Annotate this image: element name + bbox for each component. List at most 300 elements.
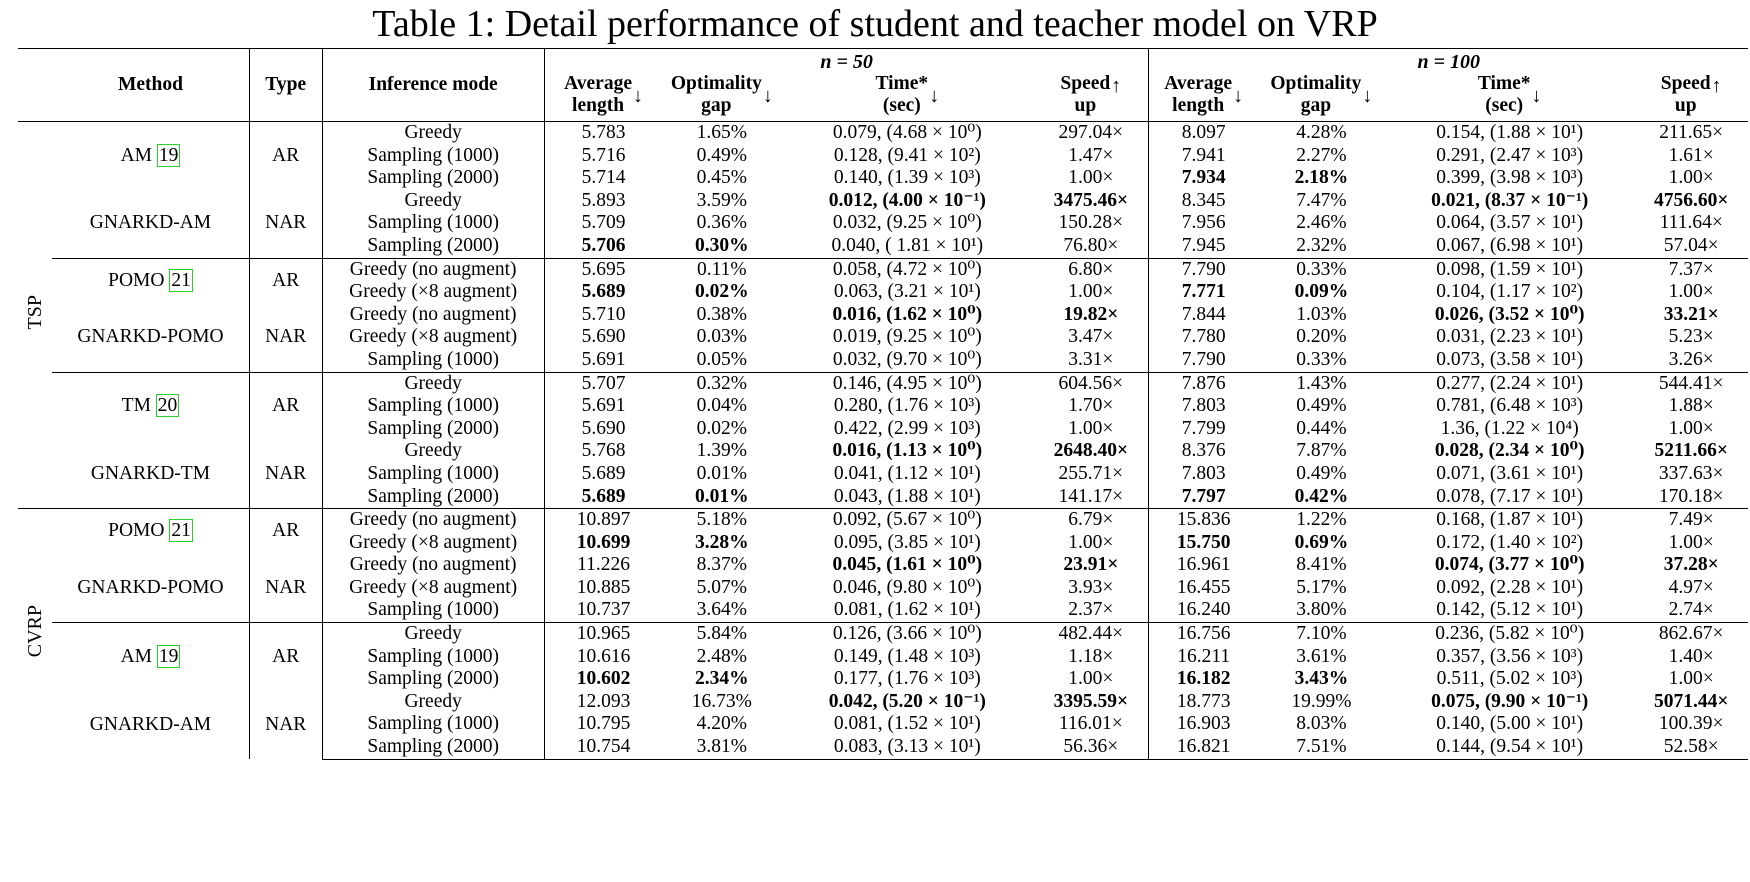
type-cell: AR	[249, 122, 322, 190]
header-time-line: Time*	[1477, 73, 1531, 94]
value-cell-t50: 0.422, (2.99 × 10³)	[833, 417, 981, 439]
method-name: GNARKD-AM	[89, 713, 212, 735]
header-opt-gap-n50	[662, 73, 781, 122]
value-cell-t100: 0.357, (3.56 × 10³)	[1436, 645, 1584, 667]
value-cell-a100: 16.903	[1176, 713, 1231, 735]
value-cell-s100: 111.64×	[1659, 212, 1723, 234]
table-row	[18, 440, 1748, 463]
inference-mode-cell: Sampling (1000)	[322, 463, 544, 486]
inference-mode-cell: Sampling (2000)	[322, 418, 544, 441]
value-cell-t50: 0.032, (9.70 × 10⁰)	[832, 348, 982, 370]
value-cell-s50: 1.18×	[1033, 646, 1149, 669]
inference-mode-cell: Sampling (2000)	[322, 486, 544, 509]
arrow-down-icon: ↓	[632, 85, 643, 107]
value-cell-s50: 3.47×	[1033, 326, 1149, 349]
header-time-line: (sec)	[1485, 95, 1524, 116]
value-cell-g50: 0.02%	[695, 281, 749, 303]
value-cell-s50: 1.00×	[1033, 167, 1149, 190]
header-n100: n = 100	[1149, 49, 1748, 74]
header-speed-up-n100	[1634, 73, 1748, 122]
value-cell-g100: 0.33%	[1258, 258, 1385, 281]
value-cell-t100: 0.236, (5.82 × 10⁰)	[1385, 623, 1635, 646]
value-cell-a50: 5.691	[581, 348, 626, 370]
value-cell-a50: 5.691	[581, 395, 626, 417]
value-cell-s100: 337.63×	[1658, 462, 1724, 484]
value-cell-a100: 16.240	[1176, 599, 1231, 621]
header-time-line: (sec)	[882, 95, 921, 116]
group-label-text: TSP	[23, 294, 46, 329]
value-cell-a100: 18.773	[1176, 690, 1231, 712]
method-name: TM	[121, 395, 151, 417]
value-cell-g100: 0.20%	[1296, 326, 1347, 348]
value-cell-a50: 5.709	[581, 212, 626, 234]
value-cell-g100: 3.61%	[1296, 645, 1347, 667]
header-type: Type	[249, 49, 322, 122]
value-cell-a100: 7.844	[1181, 303, 1226, 325]
inference-mode-cell: Sampling (1000)	[322, 395, 544, 418]
value-cell-t50: 0.083, (3.13 × 10¹)	[781, 736, 1033, 759]
citation-link[interactable]: 19	[158, 645, 179, 667]
value-cell-t100: 0.154, (1.88 × 10¹)	[1385, 122, 1635, 145]
value-cell-g100: 0.42%	[1294, 485, 1349, 507]
value-cell-g100: 0.49%	[1296, 395, 1347, 417]
header-opt-gap-line: Optimality	[1270, 73, 1362, 94]
value-cell-s50: 1.00×	[1033, 281, 1149, 304]
value-cell-g50: 0.38%	[696, 303, 748, 325]
inference-mode-cell: Sampling (2000)	[322, 668, 544, 691]
value-cell-a100: 16.455	[1176, 576, 1231, 598]
header-opt-gap-line: gap	[701, 95, 732, 116]
value-cell-g100: 5.17%	[1296, 576, 1347, 598]
value-cell-t100: 0.399, (3.98 × 10³)	[1436, 167, 1584, 189]
value-cell-s50: 3.31×	[1033, 349, 1149, 372]
value-cell-t50: 0.177, (1.76 × 10³)	[833, 668, 981, 690]
value-cell-g100: 2.27%	[1296, 144, 1347, 166]
value-cell-s50: 3475.46×	[1033, 190, 1149, 213]
value-cell-a50: 10.965	[544, 623, 662, 646]
header-time-line: Time*	[875, 73, 929, 94]
inference-mode-cell: Sampling (1000)	[322, 349, 544, 372]
table-row	[18, 190, 1748, 213]
value-cell-s100: 5211.66×	[1654, 440, 1728, 462]
value-cell-t100: 1.36, (1.22 × 10⁴)	[1440, 417, 1579, 439]
value-cell-a100: 7.790	[1149, 258, 1258, 281]
value-cell-s100: 4756.60×	[1653, 189, 1729, 211]
inference-mode-cell: Greedy (×8 augment)	[322, 281, 544, 304]
value-cell-g50: 4.20%	[696, 713, 748, 735]
value-cell-g50: 0.32%	[662, 372, 781, 395]
value-cell-g100: 3.43%	[1294, 668, 1349, 690]
value-cell-a50: 10.737	[576, 599, 631, 621]
value-cell-s50: 116.01×	[1033, 713, 1149, 736]
header-opt-gap-line: gap	[1300, 95, 1332, 116]
value-cell-a50: 5.716	[581, 144, 626, 166]
value-cell-g50: 0.01%	[696, 462, 748, 484]
value-cell-g100: 1.43%	[1258, 372, 1385, 395]
value-cell-s100: 1.00×	[1668, 417, 1714, 439]
value-cell-a100: 15.836	[1149, 509, 1258, 532]
value-cell-g50: 5.18%	[662, 509, 781, 532]
type-cell: AR	[249, 258, 322, 304]
citation-link[interactable]: 19	[158, 144, 179, 166]
header-speed-up-n50	[1033, 73, 1149, 122]
value-cell-a100: 7.945	[1181, 234, 1226, 256]
value-cell-a100: 16.182	[1176, 668, 1231, 690]
table-row	[18, 304, 1748, 327]
value-cell-g100: 0.44%	[1296, 417, 1347, 439]
value-cell-g100: 7.10%	[1258, 623, 1385, 646]
value-cell-t100: 0.028, (2.34 × 10⁰)	[1434, 440, 1585, 462]
header-speed-up-line: Speed	[1660, 73, 1711, 94]
type-cell: NAR	[249, 554, 322, 622]
value-cell-g100: 0.09%	[1294, 281, 1349, 303]
value-cell-t100: 0.144, (9.54 × 10¹)	[1385, 736, 1635, 759]
value-cell-t100: 0.168, (1.87 × 10¹)	[1385, 509, 1635, 532]
group-label	[18, 122, 52, 509]
value-cell-g50: 0.49%	[696, 144, 748, 166]
value-cell-t100: 0.104, (1.17 × 10²)	[1436, 281, 1584, 303]
value-cell-g50: 3.64%	[696, 599, 748, 621]
header-inference-mode: Inference mode	[322, 49, 544, 122]
value-cell-t100: 0.075, (9.90 × 10⁻¹)	[1431, 690, 1589, 712]
value-cell-s100: 862.67×	[1634, 623, 1748, 646]
arrow-down-icon: ↓	[1362, 85, 1373, 107]
value-cell-t50: 0.063, (3.21 × 10¹)	[833, 281, 981, 303]
value-cell-t50: 0.032, (9.25 × 10⁰)	[832, 212, 982, 234]
value-cell-s100: 5.23×	[1668, 326, 1714, 348]
value-cell-t100: 0.291, (2.47 × 10³)	[1436, 144, 1584, 166]
inference-mode-cell: Greedy (×8 augment)	[322, 577, 544, 600]
method-cell	[52, 554, 249, 622]
value-cell-t100: 0.074, (3.77 × 10⁰)	[1434, 554, 1585, 576]
value-cell-s100: 544.41×	[1634, 372, 1748, 395]
value-cell-t100: 0.031, (2.23 × 10¹)	[1436, 326, 1584, 348]
value-cell-a100: 16.821	[1149, 736, 1258, 759]
value-cell-s100: 170.18×	[1658, 485, 1724, 507]
inference-mode-cell: Sampling (1000)	[322, 599, 544, 622]
value-cell-s50: 255.71×	[1033, 463, 1149, 486]
value-cell-a50: 5.689	[581, 485, 626, 507]
value-cell-s100: 1.88×	[1668, 395, 1714, 417]
value-cell-t50: 0.092, (5.67 × 10⁰)	[781, 509, 1033, 532]
table-row	[18, 623, 1748, 646]
value-cell-s50: 6.79×	[1033, 509, 1149, 532]
method-name: GNARKD-POMO	[77, 326, 224, 348]
inference-mode-cell: Greedy (no augment)	[322, 509, 544, 532]
method-name: POMO	[108, 520, 165, 542]
method-name: GNARKD-POMO	[77, 576, 224, 598]
value-cell-t100: 0.140, (5.00 × 10¹)	[1436, 713, 1584, 735]
value-cell-s100: 1.00×	[1668, 281, 1714, 303]
value-cell-s50: 141.17×	[1033, 486, 1149, 509]
value-cell-g100: 0.69%	[1294, 531, 1349, 553]
type-cell: NAR	[249, 440, 322, 508]
value-cell-a50: 5.710	[581, 303, 626, 325]
value-cell-s50: 1.00×	[1033, 668, 1149, 691]
type-cell: NAR	[249, 190, 322, 258]
header-opt-gap-n100	[1258, 73, 1385, 122]
value-cell-g50: 3.81%	[662, 736, 781, 759]
value-cell-a50: 5.768	[581, 440, 626, 462]
arrow-down-icon: ↓	[1531, 85, 1542, 107]
value-cell-a100: 15.750	[1176, 531, 1231, 553]
method-cell	[52, 440, 249, 508]
value-cell-a100: 7.790	[1181, 348, 1226, 370]
value-cell-a100: 7.797	[1181, 485, 1226, 507]
value-cell-s50: 1.00×	[1033, 418, 1149, 441]
value-cell-t50: 0.081, (1.52 × 10¹)	[833, 713, 981, 735]
citation-link[interactable]: 21	[171, 520, 191, 542]
header-avg-length-line: length	[572, 95, 625, 116]
value-cell-s100: 1.00×	[1668, 167, 1714, 189]
value-cell-a50: 10.699	[576, 531, 631, 553]
header-avg-length-line: Average	[564, 73, 632, 94]
value-cell-t50: 0.081, (1.62 × 10¹)	[833, 599, 981, 621]
arrow-down-icon: ↓	[1233, 85, 1244, 107]
table-row	[18, 691, 1748, 714]
value-cell-t100: 0.172, (1.40 × 10²)	[1436, 531, 1584, 553]
value-cell-a50: 5.695	[544, 258, 662, 281]
value-cell-g50: 0.36%	[696, 212, 748, 234]
value-cell-a50: 5.706	[581, 234, 626, 256]
value-cell-t100: 0.781, (6.48 × 10³)	[1436, 395, 1584, 417]
inference-mode-cell: Greedy (no augment)	[322, 258, 544, 281]
value-cell-s50: 2.37×	[1033, 599, 1149, 622]
value-cell-s100: 1.00×	[1668, 668, 1714, 690]
value-cell-a100: 16.211	[1177, 645, 1231, 667]
value-cell-t50: 0.146, (4.95 × 10⁰)	[781, 372, 1033, 395]
inference-mode-cell: Greedy (no augment)	[322, 554, 544, 577]
type-cell: NAR	[249, 691, 322, 759]
value-cell-g100: 0.49%	[1296, 462, 1347, 484]
value-cell-s50: 6.80×	[1033, 258, 1149, 281]
value-cell-t100: 0.078, (7.17 × 10¹)	[1436, 485, 1584, 507]
value-cell-a50: 10.754	[544, 736, 662, 759]
value-cell-t50: 0.280, (1.76 × 10³)	[833, 395, 981, 417]
value-cell-a100: 8.376	[1181, 440, 1226, 462]
arrow-up-icon: ↑	[1711, 75, 1722, 97]
value-cell-s100: 4.97×	[1668, 576, 1714, 598]
value-cell-g100: 7.47%	[1296, 189, 1347, 211]
method-name: AM	[120, 144, 152, 166]
value-cell-a100: 7.803	[1181, 462, 1226, 484]
value-cell-s50: 1.47×	[1033, 145, 1149, 168]
value-cell-t50: 0.126, (3.66 × 10⁰)	[781, 623, 1033, 646]
value-cell-a100: 7.934	[1181, 167, 1226, 189]
value-cell-a100: 16.961	[1176, 554, 1231, 576]
value-cell-a50: 12.093	[576, 690, 631, 712]
value-cell-a100: 7.780	[1181, 326, 1226, 348]
header-speed-up-line: up	[1074, 95, 1097, 116]
value-cell-s50: 150.28×	[1033, 212, 1149, 235]
value-cell-g50: 3.28%	[695, 531, 749, 553]
inference-mode-cell: Sampling (2000)	[322, 736, 544, 759]
header-method: Method	[52, 49, 249, 122]
arrow-down-icon: ↓	[762, 85, 773, 107]
value-cell-t100: 0.277, (2.24 × 10¹)	[1385, 372, 1635, 395]
value-cell-a50: 5.893	[581, 189, 626, 211]
value-cell-g100: 3.80%	[1296, 599, 1347, 621]
value-cell-a50: 5.690	[581, 417, 626, 439]
value-cell-s50: 482.44×	[1033, 623, 1149, 646]
value-cell-a100: 7.771	[1181, 281, 1226, 303]
value-cell-g50: 16.73%	[691, 690, 752, 712]
results-table	[18, 48, 1748, 760]
value-cell-g100: 2.46%	[1296, 212, 1347, 234]
arrow-up-icon: ↑	[1111, 75, 1122, 97]
value-cell-g100: 1.22%	[1258, 509, 1385, 532]
value-cell-s100: 52.58×	[1634, 736, 1748, 759]
header-n50: n = 50	[544, 49, 1149, 74]
value-cell-a50: 10.795	[576, 713, 631, 735]
method-cell	[52, 623, 249, 691]
citation-link[interactable]: 20	[157, 395, 178, 417]
value-cell-s100: 5071.44×	[1653, 690, 1729, 712]
value-cell-s100: 33.21×	[1663, 303, 1719, 325]
value-cell-a50: 5.783	[544, 122, 662, 145]
inference-mode-cell: Greedy (×8 augment)	[322, 532, 544, 555]
value-cell-a100: 7.803	[1181, 395, 1226, 417]
value-cell-g100: 0.33%	[1296, 348, 1347, 370]
method-cell	[52, 258, 249, 304]
value-cell-g50: 5.84%	[662, 623, 781, 646]
citation-link[interactable]: 21	[171, 269, 191, 291]
table-body	[18, 122, 1748, 760]
method-name: GNARKD-TM	[90, 462, 211, 484]
inference-mode-cell: Sampling (2000)	[322, 235, 544, 258]
value-cell-t50: 0.140, (1.39 × 10³)	[833, 167, 981, 189]
value-cell-s100: 1.00×	[1668, 531, 1714, 553]
value-cell-a100: 8.097	[1149, 122, 1258, 145]
value-cell-s100: 7.37×	[1634, 258, 1748, 281]
method-cell	[52, 691, 249, 759]
value-cell-s50: 2648.40×	[1033, 440, 1149, 463]
header-avg-length-line: length	[1172, 95, 1225, 116]
table-header	[18, 49, 1748, 122]
method-name: POMO	[108, 269, 165, 291]
value-cell-t50: 0.019, (9.25 × 10⁰)	[832, 326, 982, 348]
value-cell-s50: 3395.59×	[1033, 691, 1149, 714]
value-cell-s100: 3.26×	[1668, 348, 1714, 370]
group-label-text: CVRP	[23, 604, 46, 657]
value-cell-t50: 0.040, ( 1.81 × 10¹)	[831, 234, 984, 256]
value-cell-g50: 1.65%	[662, 122, 781, 145]
inference-mode-cell: Greedy	[322, 122, 544, 145]
value-cell-a50: 5.689	[581, 462, 626, 484]
value-cell-s100: 1.61×	[1668, 144, 1714, 166]
value-cell-a100: 7.799	[1181, 417, 1226, 439]
value-cell-s50: 3.93×	[1033, 577, 1149, 600]
inference-mode-cell: Sampling (1000)	[322, 145, 544, 168]
inference-mode-cell: Sampling (1000)	[322, 646, 544, 669]
inference-mode-cell: Greedy	[322, 623, 544, 646]
value-cell-t50: 0.042, (5.20 × 10⁻¹)	[828, 690, 986, 712]
value-cell-s100: 7.49×	[1634, 509, 1748, 532]
value-cell-g100: 4.28%	[1258, 122, 1385, 145]
value-cell-g50: 0.05%	[696, 348, 748, 370]
value-cell-a50: 10.885	[576, 576, 631, 598]
value-cell-s100: 211.65×	[1634, 122, 1748, 145]
method-cell	[52, 304, 249, 372]
header-speed-up-line: Speed	[1060, 73, 1111, 94]
value-cell-a50: 10.897	[544, 509, 662, 532]
value-cell-a100: 7.876	[1149, 372, 1258, 395]
table-row	[18, 554, 1748, 577]
value-cell-g50: 0.30%	[695, 234, 749, 256]
value-cell-s50: 19.82×	[1033, 304, 1149, 327]
value-cell-g100: 7.87%	[1296, 440, 1347, 462]
value-cell-a50: 5.714	[581, 167, 626, 189]
value-cell-s50: 56.36×	[1033, 736, 1149, 759]
header-time-n50	[781, 73, 1033, 122]
value-cell-a100: 8.345	[1181, 189, 1226, 211]
value-cell-g100: 7.51%	[1258, 736, 1385, 759]
value-cell-s100: 37.28×	[1663, 554, 1719, 576]
value-cell-g50: 5.07%	[696, 576, 748, 598]
value-cell-g50: 0.01%	[695, 485, 749, 507]
value-cell-s50: 1.70×	[1033, 395, 1149, 418]
value-cell-g100: 2.18%	[1294, 167, 1349, 189]
value-cell-g50: 2.48%	[696, 645, 748, 667]
value-cell-s50: 297.04×	[1033, 122, 1149, 145]
method-cell	[52, 509, 249, 555]
value-cell-a100: 7.956	[1181, 212, 1226, 234]
value-cell-t50: 0.058, (4.72 × 10⁰)	[781, 258, 1033, 281]
inference-mode-cell: Sampling (1000)	[322, 713, 544, 736]
table-row	[18, 258, 1748, 281]
value-cell-g50: 0.11%	[662, 258, 781, 281]
method-name: AM	[120, 645, 152, 667]
value-cell-g100: 2.32%	[1296, 234, 1347, 256]
value-cell-a100: 16.756	[1149, 623, 1258, 646]
value-cell-t100: 0.142, (5.12 × 10¹)	[1436, 599, 1584, 621]
value-cell-g50: 0.03%	[696, 326, 748, 348]
value-cell-t50: 0.041, (1.12 × 10¹)	[833, 462, 981, 484]
value-cell-t100: 0.064, (3.57 × 10¹)	[1436, 212, 1584, 234]
value-cell-a50: 5.707	[544, 372, 662, 395]
inference-mode-cell: Greedy (×8 augment)	[322, 326, 544, 349]
value-cell-g100: 8.41%	[1296, 554, 1347, 576]
value-cell-t100: 0.067, (6.98 × 10¹)	[1436, 234, 1584, 256]
value-cell-a50: 5.690	[581, 326, 626, 348]
value-cell-g50: 0.45%	[696, 167, 748, 189]
header-opt-gap-line: Optimality	[670, 73, 762, 94]
value-cell-g50: 2.34%	[695, 668, 749, 690]
type-cell: AR	[249, 372, 322, 440]
method-cell	[52, 190, 249, 258]
header-avg-length-line: Average	[1164, 73, 1233, 94]
value-cell-t50: 0.095, (3.85 × 10¹)	[833, 531, 981, 553]
header-speed-up-line: up	[1674, 95, 1697, 116]
value-cell-t50: 0.012, (4.00 × 10⁻¹)	[828, 189, 986, 211]
value-cell-a100: 7.941	[1181, 144, 1226, 166]
value-cell-a50: 5.689	[581, 281, 626, 303]
value-cell-s50: 23.91×	[1033, 554, 1149, 577]
value-cell-g50: 0.04%	[696, 395, 748, 417]
value-cell-t50: 0.149, (1.48 × 10³)	[833, 645, 981, 667]
value-cell-t50: 0.045, (1.61 × 10⁰)	[832, 554, 983, 576]
value-cell-a50: 10.602	[576, 668, 631, 690]
inference-mode-cell: Greedy	[322, 372, 544, 395]
value-cell-t100: 0.071, (3.61 × 10¹)	[1436, 462, 1584, 484]
value-cell-s100: 57.04×	[1663, 234, 1719, 256]
table-row	[18, 372, 1748, 395]
value-cell-g100: 8.03%	[1296, 713, 1347, 735]
method-cell	[52, 372, 249, 440]
value-cell-t100: 0.092, (2.28 × 10¹)	[1436, 576, 1584, 598]
value-cell-s100: 100.39×	[1658, 713, 1724, 735]
value-cell-t100: 0.021, (8.37 × 10⁻¹)	[1431, 189, 1589, 211]
